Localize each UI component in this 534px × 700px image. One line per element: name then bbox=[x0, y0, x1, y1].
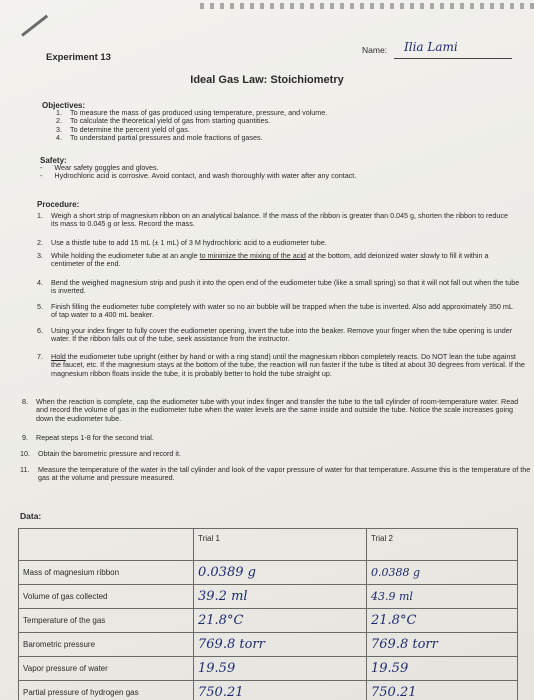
row-label: Vapor pressure of water bbox=[19, 657, 194, 681]
trial2-value[interactable]: 0.0388 g bbox=[367, 561, 518, 585]
step-text bbox=[51, 353, 525, 378]
procedure-step-9 bbox=[22, 434, 522, 442]
procedure-step-4 bbox=[37, 279, 525, 296]
item-text: To calculate the theoretical yield of gas from starting quantities. bbox=[70, 116, 271, 126]
name-label: Name: bbox=[362, 45, 388, 55]
trial2-value[interactable]: 43.9 ml bbox=[367, 585, 518, 609]
procedure-step-7 bbox=[37, 353, 525, 378]
row-label: Mass of magnesium ribbon bbox=[19, 561, 194, 585]
item-number: 2. bbox=[56, 116, 62, 126]
item-number: 4. bbox=[56, 132, 62, 142]
objectives-list bbox=[56, 109, 327, 142]
trial2-value[interactable]: 21.8°C bbox=[367, 609, 518, 633]
step-number: 8. bbox=[22, 397, 28, 406]
safety-heading: Safety: bbox=[40, 156, 67, 165]
procedure-step-5 bbox=[37, 303, 515, 320]
step-text bbox=[51, 252, 523, 269]
step-text-underlined: Hold bbox=[51, 352, 66, 361]
step-text: When the reaction is complete, cap the eudiometer tube with your index finger and transfer the tube to the tall cylinder of room-temperature water. Read and record the volume of gas in the eudiometer tube when the water levels are the same inside and outside the tube. Notice the scale increases going down the eudiometer tube. bbox=[36, 397, 519, 423]
step-number: 4. bbox=[37, 278, 43, 287]
row-label: Partial pressure of hydrogen gas bbox=[19, 681, 194, 700]
step-text: Weigh a short strip of magnesium ribbon on an analytical balance. If the mass of the ribbon is greater than 0.045 g, shorten the ribbon to reduce its mass to 0.045 g or less. Record the mass. bbox=[51, 211, 508, 229]
item-text: To determine the percent yield of gas. bbox=[70, 124, 190, 134]
table-row bbox=[19, 561, 518, 585]
procedure-step-1 bbox=[37, 212, 515, 229]
procedure-step-6 bbox=[37, 327, 515, 344]
item-text: Wear safety goggles and gloves. bbox=[54, 163, 159, 172]
step-number: 5. bbox=[37, 302, 43, 311]
trial1-value[interactable]: 0.0389 g bbox=[194, 561, 367, 585]
experiment-label: Experiment 13 bbox=[46, 52, 111, 63]
trial2-value[interactable]: 750.21 bbox=[367, 681, 518, 700]
item-number: 3. bbox=[56, 124, 62, 134]
table-row bbox=[19, 633, 518, 657]
step-text: Bend the weighed magnesium strip and push it into the open end of the eudiometer tube (like a small spring) so that it will not fall out when the tube is inverted. bbox=[51, 278, 520, 296]
table-row bbox=[19, 585, 518, 609]
step-number: 1. bbox=[37, 211, 43, 220]
table-row bbox=[19, 609, 518, 633]
row-label: Volume of gas collected bbox=[19, 585, 194, 609]
procedure-heading: Procedure: bbox=[37, 200, 80, 209]
procedure-step-3 bbox=[37, 252, 523, 269]
step-text: Using your index finger to fully cover the eudiometer opening, invert the tube into the beaker. Remove your finger when the tube opening is under water. If the ribbon falls out of the tube, seek assistance from the instructor. bbox=[51, 326, 513, 344]
trial1-value[interactable]: 750.21 bbox=[194, 681, 367, 700]
name-value: Ilia Lami bbox=[404, 40, 458, 54]
safety-list bbox=[40, 164, 356, 181]
trial1-value[interactable]: 39.2 ml bbox=[194, 585, 367, 609]
step-text: Obtain the barometric pressure and record it. bbox=[38, 449, 182, 458]
step-number: 2. bbox=[37, 238, 43, 247]
item-number: 1. bbox=[56, 108, 62, 117]
row-label: Temperature of the gas bbox=[19, 609, 194, 633]
step-text-part: the eudiometer tube upright (either by hand or with a ring stand) until the magnesium ribbon completely reacts. Do NOT lean the tube against the faucet, etc. If the magnesium stays at the bottom of the tube, the reaction will run faster if the tube is tilted at about 30 degrees from vertical. If the magnesium ribbon floats inside the tube, it is probably better to hold the tube straight up. bbox=[51, 352, 525, 378]
trial2-value[interactable]: 19.59 bbox=[367, 657, 518, 681]
table-row bbox=[19, 657, 518, 681]
step-number: 6. bbox=[37, 326, 43, 335]
name-underline bbox=[394, 58, 512, 59]
trial2-value[interactable]: 769.8 torr bbox=[367, 633, 518, 657]
step-text-part: While holding the eudiometer tube at an angle bbox=[51, 251, 200, 260]
objectives-heading: Objectives: bbox=[42, 101, 86, 110]
item-text: To understand partial pressures and mole fractions of gases. bbox=[70, 132, 263, 142]
table-header-cell: Trial 2 bbox=[367, 529, 518, 561]
step-number: 10. bbox=[20, 449, 30, 458]
step-number: 11. bbox=[20, 465, 30, 474]
list-item bbox=[56, 134, 327, 142]
table-header-cell bbox=[19, 529, 194, 561]
row-label: Barometric pressure bbox=[19, 633, 194, 657]
step-text: Repeat steps 1-8 for the second trial. bbox=[36, 433, 154, 442]
item-text: Hydrochloric acid is corrosive. Avoid contact, and wash thoroughly with water after any contact. bbox=[54, 171, 357, 181]
procedure-step-2 bbox=[37, 239, 515, 247]
step-number: 3. bbox=[37, 251, 43, 260]
step-text-part: at the bottom, add deionized water slowly to fill it within a centimeter of the end. bbox=[51, 251, 489, 269]
data-heading: Data: bbox=[20, 511, 42, 521]
step-number: 7. bbox=[37, 352, 43, 361]
procedure-step-8 bbox=[22, 398, 530, 423]
pen-mark bbox=[21, 15, 48, 37]
list-item bbox=[40, 172, 356, 180]
page-title: Ideal Gas Law: Stoichiometry bbox=[190, 74, 344, 86]
item-text: To measure the mass of gas produced using temperature, pressure, and volume. bbox=[70, 108, 328, 117]
data-table bbox=[18, 528, 518, 700]
step-number: 9. bbox=[22, 433, 28, 442]
bullet: - bbox=[40, 163, 43, 172]
trial1-value[interactable]: 769.8 torr bbox=[194, 633, 367, 657]
trial1-value[interactable]: 21.8°C bbox=[194, 609, 367, 633]
trial1-value[interactable]: 19.59 bbox=[194, 657, 367, 681]
step-text: Finish filling the eudiometer tube completely with water so no air bubble will be trapped when the tube is inverted. Also add approximately 350 mL of tap water to a 400 mL beaker. bbox=[51, 302, 513, 320]
bullet: - bbox=[40, 171, 43, 181]
step-text: Use a thistle tube to add 15 mL (± 1 mL) of 3 M hydrochloric acid to a eudiometer tube. bbox=[51, 238, 327, 247]
binder-edge bbox=[200, 3, 534, 9]
step-text: Measure the temperature of the water in the tall cylinder and look of the vapor pressure of water for that temperature. Assume this is the temperature of the gas at the volume and pressure measured. bbox=[38, 465, 531, 483]
step-text-underlined: to minimize the mixing of the acid bbox=[199, 251, 306, 260]
procedure-step-10 bbox=[20, 450, 520, 458]
table-row bbox=[19, 681, 518, 700]
procedure-step-11 bbox=[20, 466, 532, 483]
table-header-cell: Trial 1 bbox=[194, 529, 367, 561]
table-header-row bbox=[19, 529, 518, 561]
